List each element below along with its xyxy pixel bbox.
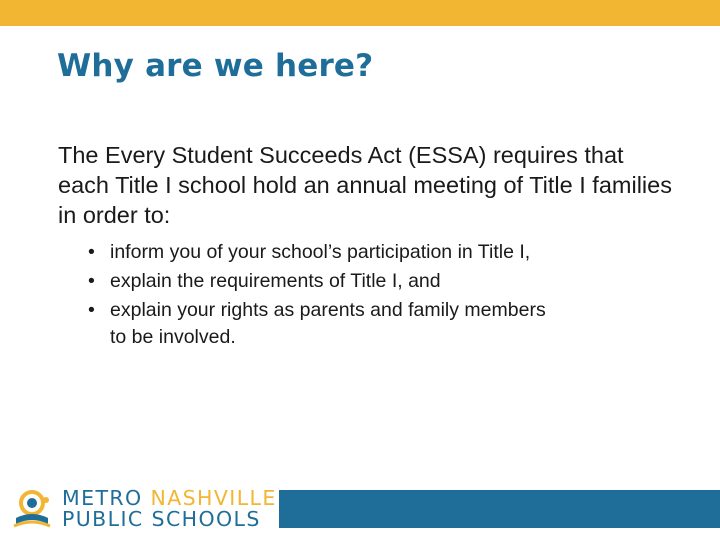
bullet-text: explain your rights as parents and family members [110, 299, 546, 321]
logo-text [62, 488, 277, 530]
logo-line-1 [62, 488, 277, 509]
bullet-icon: • [88, 270, 95, 292]
bullet-text: inform you of your school’s participation in Title I, [110, 241, 531, 263]
list-item [88, 296, 678, 349]
list-item [88, 267, 678, 296]
slide-title: Why are we here? [57, 48, 374, 84]
intro-paragraph: The Every Student Succeeds Act (ESSA) requires that each Title I school hold an annual meeting of Title I families in order to: [58, 142, 672, 228]
bullet-list [88, 238, 678, 349]
list-item [88, 238, 678, 267]
bullet-text: explain the requirements of Title I, and [110, 270, 441, 292]
logo-line-2: PUBLIC SCHOOLS [62, 507, 261, 531]
top-accent-bar [0, 0, 720, 26]
bullet-icon: • [88, 299, 95, 321]
bullet-text-continuation: to be involved. [110, 326, 236, 348]
bottom-accent-bar [279, 490, 720, 528]
mnps-logo-icon [10, 488, 54, 532]
mnps-logo [10, 486, 277, 532]
bullet-icon: • [88, 241, 95, 263]
logo-word-nashville: NASHVILLE [150, 486, 277, 510]
logo-word-metro: METRO [62, 486, 143, 510]
